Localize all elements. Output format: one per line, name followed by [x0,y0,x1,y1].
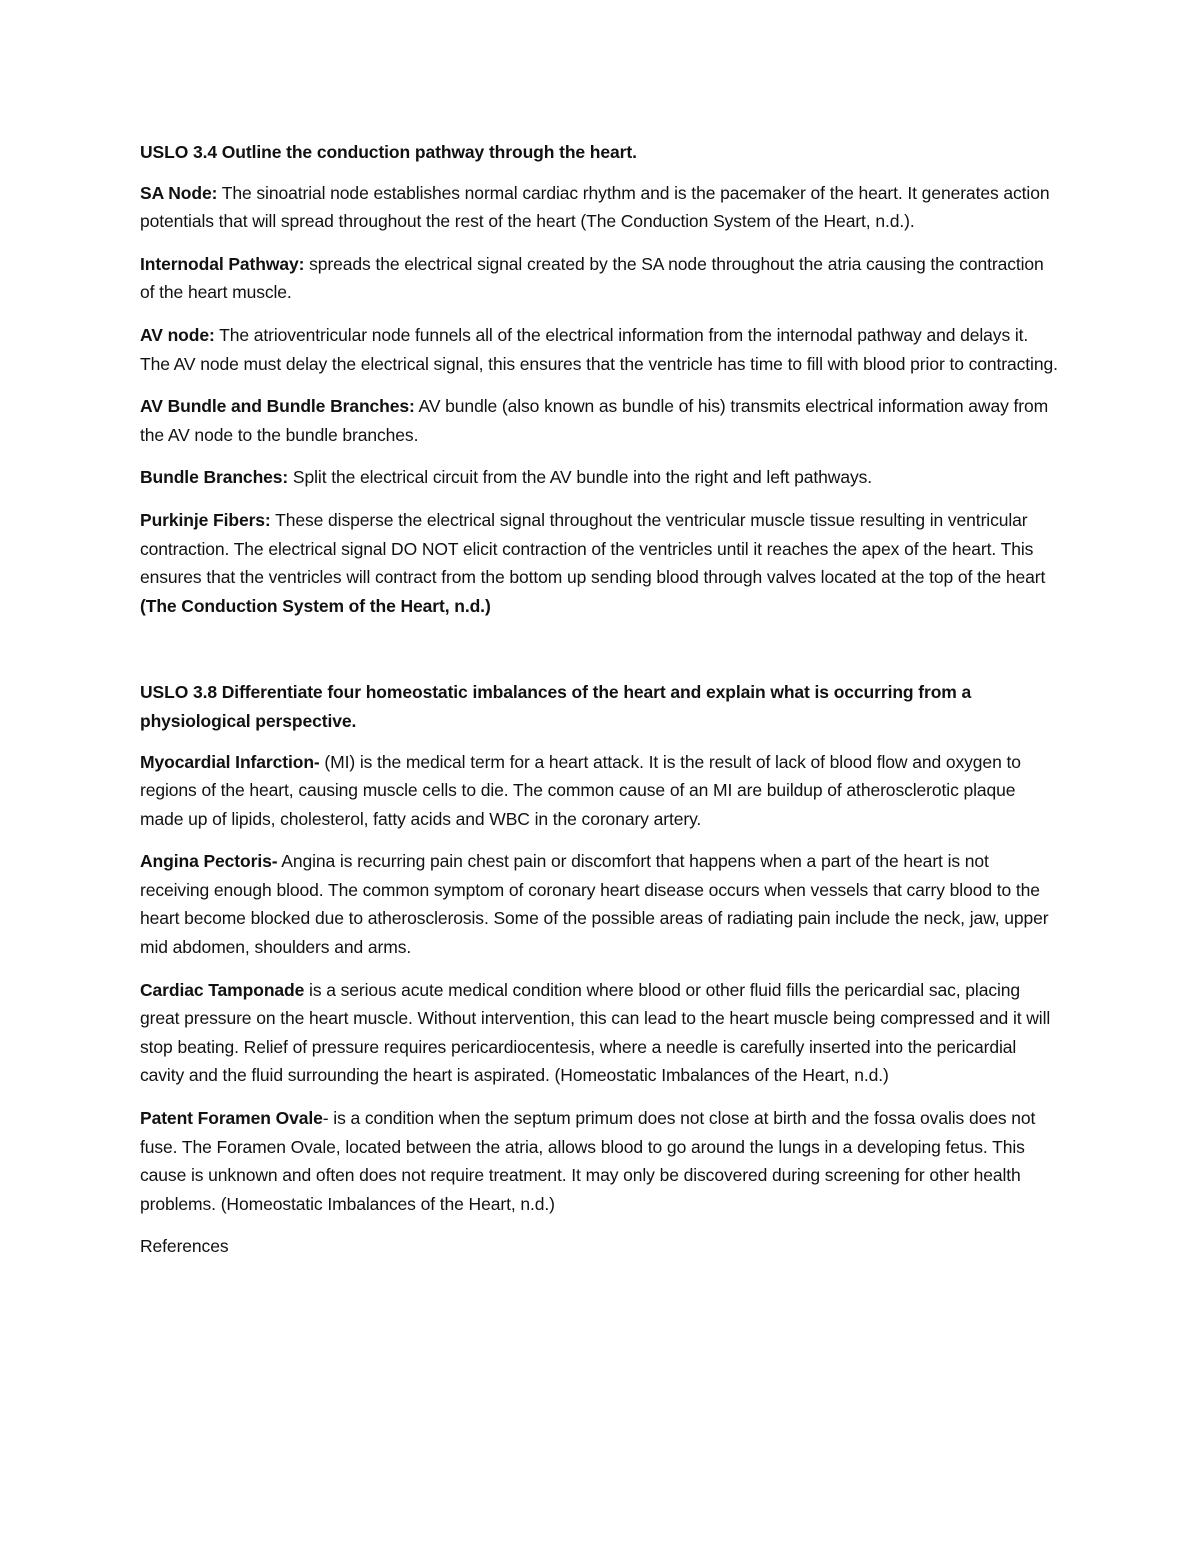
term-sa-node: SA Node: [140,182,218,203]
term-angina-pectoris: Angina Pectoris- [140,851,278,872]
term-av-node: AV node: [140,324,215,345]
paragraph-patent-foramen-ovale [140,1104,1060,1218]
text-myocardial-infarction: (MI) is the medical term for a heart attack. It is the result of lack of blood flow and oxygen to regions of the heart, causing muscle cells to die. The common cause of an MI are buildup of atherosclerotic plaque made up of lipids, cholesterol, fatty acids and WBC in the coronary artery. [140,751,1021,829]
paragraph-bundle-branches [140,463,1060,492]
term-myocardial-infarction: Myocardial Infarction- [140,751,320,772]
references-label: References [140,1236,229,1257]
text-sa-node: The sinoatrial node establishes normal cardiac rhythm and is the pacemaker of the heart. It generates action potentials that will spread throughout the rest of the heart (The Conduction System of the Heart, n.d.). [140,182,1050,232]
term-internodal-pathway: Internodal Pathway: [140,253,305,274]
text-patent-foramen-ovale: - is a condition when the septum primum does not close at birth and the fossa ovalis does not fuse. The Foramen Ovale, located between the atria, allows blood to go around the lungs in a developing fetus. This cause is unknown and often does not require treatment. It may only be discovered during screening for other health problems. (Homeostatic Imbalances of the Heart, n.d.) [140,1108,1036,1214]
paragraph-angina-pectoris [140,847,1060,961]
text-angina-pectoris: Angina is recurring pain chest pain or discomfort that happens when a part of the heart is not receiving enough blood. The common symptom of coronary heart disease occurs when vessels that carry blood to the heart become blocked due to atherosclerosis. Some of the possible areas of radiating pain include the neck, jaw, upper mid abdomen, shoulders and arms. [140,851,1049,958]
paragraph-cardiac-tamponade [140,976,1060,1090]
text-internodal-pathway: spreads the electrical signal created by the SA node throughout the atria causing the contraction of the heart muscle. [140,253,1044,303]
text-cardiac-tamponade: is a serious acute medical condition where blood or other fluid fills the pericardial sac, placing great pressure on the heart muscle. Without intervention, this can lead to the heart muscle being compressed and it will stop beating. Relief of pressure requires pericardiocentesis, where a needle is carefully inserted into the pericardial cavity and the fluid surrounding the heart is aspirated. (Homeostatic Imbalances of the Heart, n.d.) [140,979,1051,1086]
term-cardiac-tamponade: Cardiac Tamponade [140,979,305,1000]
paragraph-myocardial-infarction [140,748,1060,834]
term-patent-foramen-ovale: Patent Foramen Ovale [140,1108,323,1129]
paragraph-av-bundle [140,392,1060,449]
text-purkinje-fibers: These disperse the electrical signal throughout the ventricular muscle tissue resulting in ventricular contraction. The electrical signal DO NOT elicit contraction of the ventricles until it reaches the apex of the heart. This ensures that the ventricles will contract from the bottom up sending blood through valves located at the top of the heart [140,509,1046,588]
text-av-bundle: AV bundle (also known as bundle of his) transmits electrical information away from the AV node to the bundle branches. [140,396,1049,445]
text-av-node: The atrioventricular node funnels all of the electrical information from the internodal pathway and delays it. The AV node must delay the electrical signal, this ensures that the ventricle has time to fill with blood prior to contracting. [140,324,1058,374]
paragraph-sa-node [140,179,1060,236]
term-purkinje-fibers: Purkinje Fibers: [140,509,271,530]
paragraph-purkinje-fibers [140,506,1060,620]
paragraph-internodal-pathway [140,250,1060,307]
paragraph-av-node [140,321,1060,378]
section-heading-imbalances: USLO 3.8 Differentiate four homeostatic imbalances of the heart and explain what is occurring from a physiological perspective. [140,682,972,731]
term-av-bundle: AV Bundle and Bundle Branches: [140,396,415,417]
text-bundle-branches: Split the electrical circuit from the AV bundle into the right and left pathways. [288,467,873,488]
section-spacer [140,634,1060,678]
document-page [140,138,1060,1275]
term-bundle-branches: Bundle Branches: [140,467,289,488]
citation-conduction-system: (The Conduction System of the Heart, n.d.) [140,595,491,616]
section-heading-conduction: USLO 3.4 Outline the conduction pathway through the heart. [140,142,637,162]
